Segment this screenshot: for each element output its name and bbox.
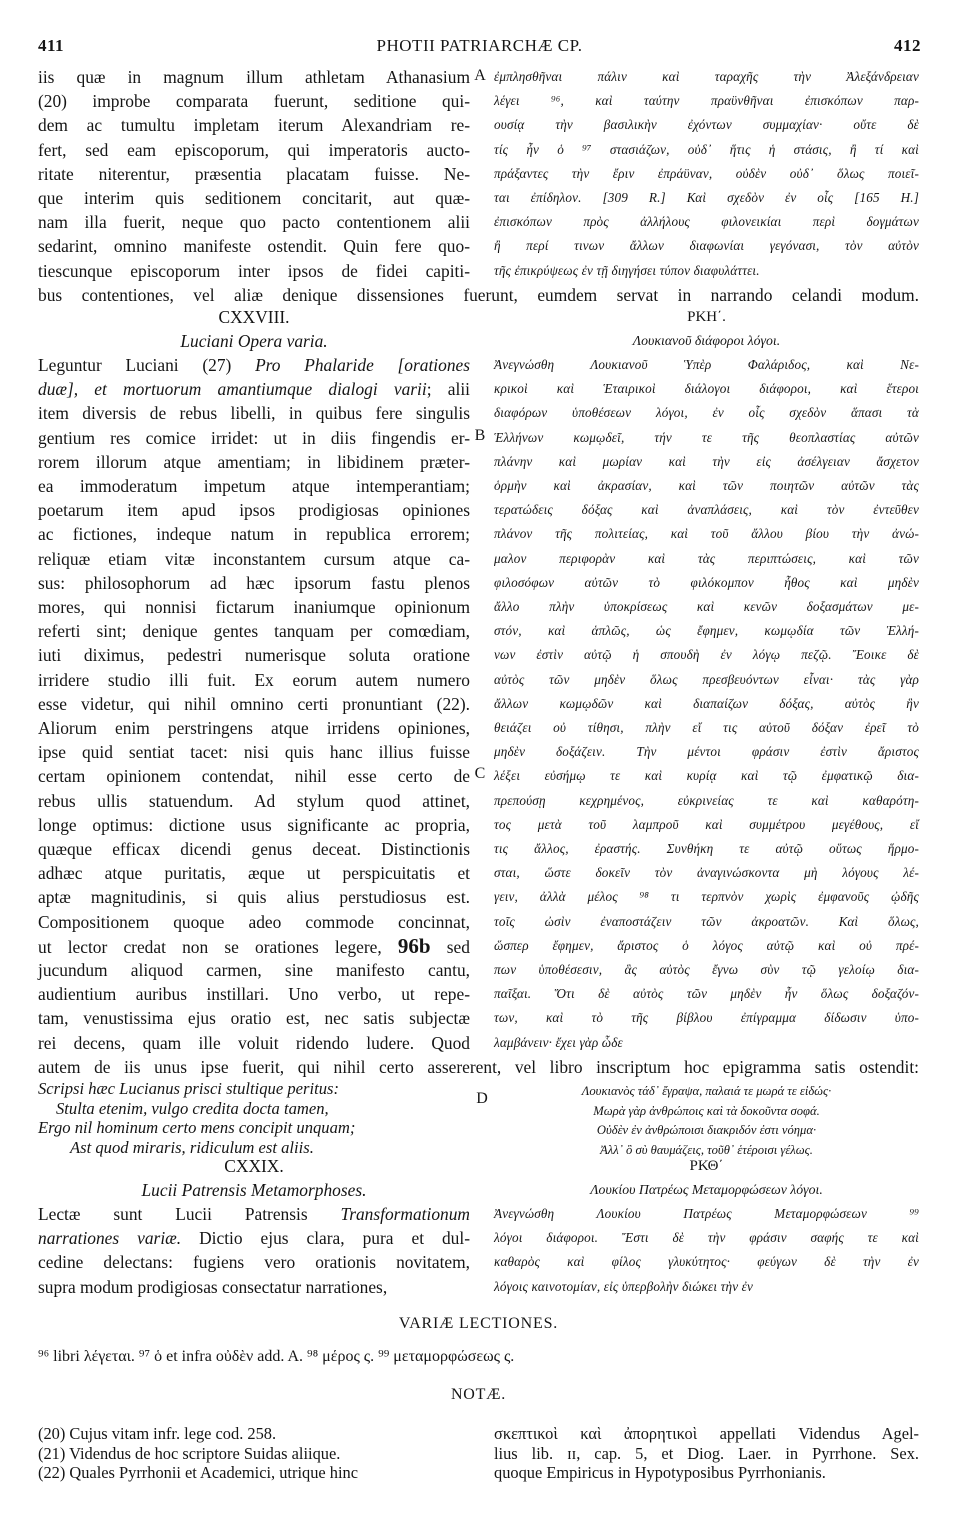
full-width-line: bus contentiones, vel aliæ denique dissensiones fuerunt, eumdem servat in narrando celandi modum. xyxy=(38,285,919,305)
latin-line: Leguntur Luciani (27) Pro Phalaride [orationes xyxy=(38,355,470,375)
latin-line: ritate niterentur, præsentia placatam fuisse. Ne- xyxy=(38,163,470,184)
greek-line: παῖξαι. Ὅτι δὲ αὐτὸς τῶν μηδὲν ἦν ὅλως δοξαζόν- xyxy=(494,986,919,1002)
section-title-latin: Lucii Patrensis Metamorphoses. xyxy=(141,1180,367,1200)
note-line-left: (20) Cujus vitam infr. lege cod. 258. xyxy=(38,1424,277,1443)
italic-span: Pro Phalaride [orationes xyxy=(255,355,470,375)
full-width-line: autem de iis unus ipse fuerit, qui nihil certo assererent, vel libro inscriptum hoc epigramma satis ostendit: xyxy=(38,1057,919,1077)
latin-line: referti sint; denique gentes tanquam per comœdiam, xyxy=(38,621,470,642)
section-number-greek: ΡΚΘ΄ xyxy=(689,1158,724,1174)
latin-line: mores, qui nonnisi fictarum inaniumque opinionum xyxy=(38,597,470,617)
variae-lectiones-title: VARIÆ LECTIONES. xyxy=(398,1315,559,1332)
greek-line: λέγει ⁹⁶, καὶ ταύτην πραϋνθῆναι ἐπισκόπων παρ- xyxy=(494,93,919,109)
latin-line: rorem illorum atque amentiam; in libidinem præter- xyxy=(38,451,470,472)
greek-line: αὐτὸς τῶν μηδὲν ὅλως πρεσβευόντων εἶναι· τὰς γὰρ xyxy=(494,671,919,687)
greek-line: ται ἐπίδηλον. [309 R.] Καὶ σχεδὸν ἐν οἷς [165 H.] xyxy=(494,190,919,205)
greek-line: ὁρμὴν καὶ ἀκρασίαν, καὶ τῶν ποιητῶν αὐτῶν τὰς xyxy=(494,478,919,493)
greek-line: μαλον περιφορὰν καὶ τὰς περιπτώσεις, καὶ τῶν xyxy=(494,550,919,566)
note-line-left: (21) Videndus de hoc scriptore Suidas aliique. xyxy=(38,1443,341,1463)
running-title: PHOTII PATRIARCHÆ CP. xyxy=(376,36,583,55)
italic-span: duæ], et mortuorum amantiumque dialogi varii xyxy=(38,379,427,400)
latin-line: ipse quid sentiat tacet: nisi quis hanc illius fuisse xyxy=(38,742,470,763)
margin-letter: A xyxy=(474,67,486,84)
greek-line: πλάνην καὶ μωρίαν καὶ τὴν εἰς ἀσέλγειαν ἄσχετον xyxy=(494,453,919,469)
latin-line: iuti diximus, pedestri numerisque soluta oratione xyxy=(38,645,470,666)
latin-line: rebus ullis statuendum. Ad stylum quod attinet, xyxy=(38,790,470,811)
greek-line: Ἀνεγνώσθη Λουκιανοῦ Ὑπὲρ Φαλάριδος, καὶ Νε- xyxy=(494,357,919,372)
epigram-line-latin: Scripsi hæc Lucianus prisci stultique peritus: xyxy=(38,1079,339,1098)
greek-line: διαφόρων ὑποθέσεων λόγοι, ἐν οἷς σχεδὸν ἅπασι τὰ xyxy=(494,405,919,421)
latin-line: adhæc atque puritatis, æque ut perspicuitatis et xyxy=(38,863,470,884)
greek-line: ὥσπερ ἔφημεν, ἄριστος ὁ λόγος αὐτῷ καὶ οὐ πρέ- xyxy=(494,937,919,953)
page-number-left: 411 xyxy=(38,36,65,55)
note-line-right: σκεπτικοὶ καὶ ἀπορητικοὶ appellati Videndus Agel- xyxy=(494,1424,919,1443)
section-number-greek: ΡΚΗ΄. xyxy=(687,309,726,325)
italic-span: narrationes variæ. xyxy=(38,1228,200,1249)
greek-line: ἐπισκόπων πρὸς ἀλλήλους φιλονεικίαι περὶ δογμάτων xyxy=(494,214,919,230)
latin-line: cedine delectans: fugiens vero orationis novitatem, xyxy=(38,1252,470,1273)
greek-line: τερατώδεις δόξας καὶ ἀναπλάσεις, καὶ τὸν ἐντεῦθεν xyxy=(494,502,919,518)
greek-line: Ἀνεγνώσθη Λουκίου Πατρέως Μεταμορφώσεων ⁹⁹ xyxy=(494,1206,919,1221)
greek-line: μηδὲν δοξάζειν. Τὴν μέντοι φράσιν ἐστὶν ἄριστος xyxy=(494,744,919,760)
greek-line: λαμβάνειν· ἔχει γὰρ ὧδε xyxy=(494,1034,623,1050)
greek-line: στόν, καὶ ἁπλῶς, ὡς ἔφημεν, κωμῳδία τῶν Ἑλλή- xyxy=(494,623,919,639)
latin-line: certam opinionem contendat, nihil esse certo de xyxy=(38,766,470,787)
latin-line: Compositionem quoque adeo commode concinnat, xyxy=(38,911,470,932)
latin-line: duæ], et mortuorum amantiumque dialogi varii; alii xyxy=(38,379,470,400)
latin-line: quæque efficax dicendi genus deceat. Distinctionis xyxy=(38,839,470,859)
note-line-left: (22) Quales Pyrrhonii et Academici, utrique hinc xyxy=(38,1463,358,1482)
section-number-latin: CXXIX. xyxy=(224,1156,284,1176)
margin-letter: B xyxy=(474,427,486,444)
epigram-line-greek: Οὐδὲν ἐν ἀνθρώποισι διακριδόν ἐστι νόημα· xyxy=(596,1123,817,1137)
epigram-line-greek: Λουκιανὸς τάδ᾽ ἔγραψα, παλαιά τε μωρά τε εἰδώς· xyxy=(581,1084,832,1098)
epigram-line-greek: Ἀλλ᾽ ὃ σὺ θαυμάζεις, τοῦθ᾽ ἑτέροισι γέλως. xyxy=(600,1142,813,1157)
latin-line: ea immoderatum impetum atque intemperantiam; xyxy=(38,476,470,496)
latin-line: sus: philosophorum ad hæc ipsorum fastu plenos xyxy=(38,572,470,593)
latin-line: ac fictiones, indeque natum in republica errorem; xyxy=(38,524,470,545)
greek-line: σται, ὥστε δοκεῖν τὸν ἀναγινώσκοντα μὴ λόγους λέ- xyxy=(494,865,919,881)
greek-line: πρεπούσῃ κεχρημένος, εὐκρινείας τε καὶ καθαρότη- xyxy=(494,792,919,808)
epigram-line-latin: Ast quod miraris, ridiculum est aliis. xyxy=(70,1137,314,1157)
greek-line: ἢ περί τινων ἄλλων διαφωνίαι γεγόνασι, τὸν αὐτὸν xyxy=(494,238,919,254)
latin-line: sedarint, omnino manifeste ostendit. Quin fere quo- xyxy=(38,236,470,257)
note-line-right: lius lib. ɪɪ, cap. 5, et Diog. Laer. in Pyrrhone. Sex. xyxy=(494,1443,919,1463)
greek-line: φιλοσόφων αὐτῶν τὸ φιλόκομπον ἦθος καὶ μηδὲν xyxy=(494,574,919,590)
greek-line: πράξαντες τὴν ἔριν ἐπράϋναν, οὐδὲν οὐδ᾽ ὅλως ποιεῖ- xyxy=(494,165,919,181)
latin-line: fert, sed eam episcoporum, qui imperatoris aucto- xyxy=(38,139,470,160)
greek-line: θειάζει οὐ τίθησι, πλὴν εἴ τις αὐτοῦ δόξαν ἐρεῖ τὸ xyxy=(494,720,919,735)
greek-line: των, καὶ τὸ τῆς βίβλου ἐπίγραμμα δίδωσιν ὑπο- xyxy=(494,1010,919,1026)
notae-title: NOTÆ. xyxy=(450,1386,507,1403)
greek-line: ἐμπλησθῆναι πάλιν καὶ ταραχῆς τὴν Ἀλεξάνδρειαν xyxy=(494,69,919,84)
latin-line: supra modum prodigiosas consectatur narrationes, xyxy=(38,1276,388,1297)
greek-line: λόγοις καινοτομίαν, εἰς ὑπερβολὴν διώκει τὴν ἐν xyxy=(494,1278,753,1294)
variae-lectiones-text: ⁹⁶ libri λέγεται. ⁹⁷ ὁ et infra οὐδὲν add. A. ⁹⁸ μέρος ς. ⁹⁹ μεταμορφώσεως ς. xyxy=(38,1348,515,1365)
latin-line: nam illa fuerit, neque quo pacto contentionem alii xyxy=(38,212,470,233)
latin-line: Aliorum enim perstringens atque irridens opiniones, xyxy=(38,718,470,738)
epigram-line-latin: Ergo nil hominum certo mens concipit unquam; xyxy=(38,1118,356,1137)
latin-line: esse videtur, qui nihil omnino certi pronuntiant (22). xyxy=(38,693,470,714)
greek-line: ἄλλο πλὴν ὑποκρίσεως καὶ κενῶν δοξασμάτων με- xyxy=(494,599,919,614)
latin-line-end: sed xyxy=(446,936,470,957)
greek-line: τῆς ἐπικρύψεως ἐν τῇ διηγήσει τύπον διαφυλάττει. xyxy=(494,262,760,278)
latin-line: Lectæ sunt Lucii Patrensis Transformationum xyxy=(38,1204,470,1224)
latin-line: rei decens, quam ille voluit ridendo ludere. Quod xyxy=(38,1032,470,1053)
latin-line: tiescunque episcoporum inter ipsos de fidei capiti- xyxy=(38,260,470,281)
note-line-right: quoque Empiricus in Hypotyposibus Pyrrhonianis. xyxy=(494,1463,826,1482)
latin-line: poetarum item apud ipsos prodigiosas opiniones xyxy=(38,500,470,521)
greek-line: ουσίᾳ τὴν βασιλικὴν ἐχόντων συμμαχίαν· οὔτε δὲ xyxy=(494,117,919,133)
greek-line: τίς ἦν ὁ ⁹⁷ στασιάζων, οὐδ᾽ ἥτις ἡ στάσις, ἢ τί καὶ xyxy=(494,141,919,157)
latin-line: tam, venustissima ejus oratio est, nec satis subjectæ xyxy=(38,1008,470,1029)
greek-line: νων ἐστὶν αὐτῷ ἡ σπουδὴ ἐν λόγῳ πεζῷ. Ἔοικε δὲ xyxy=(494,647,919,663)
greek-line: λόγοι διάφοροι. Ἔστι δὲ τὴν φράσιν σαφής τε καὶ xyxy=(494,1230,919,1246)
margin-letter: C xyxy=(474,765,486,782)
greek-line: Ἑλλήνων κωμῳδεῖ, τήν τε τῆς θεοπλαστίας αὐτῶν xyxy=(494,429,919,445)
latin-line-text: ut lector credat non se orationes legere, xyxy=(38,936,382,957)
page-number-right: 412 xyxy=(894,36,921,55)
epigram-line-latin: Stulta etenim, vulgo credita docta tamen, xyxy=(56,1098,329,1118)
epigram-line-greek: Μωρὰ γὰρ ἀνθρώποις καὶ τὰ δοκοῦντα σοφά. xyxy=(593,1103,820,1118)
italic-span: Transformationum xyxy=(340,1204,470,1224)
latin-line: reliquæ etiam vitæ inconstantem cursum atque ca- xyxy=(38,548,470,569)
latin-line: irridere studio illi fuit. Ex eorum autem numero xyxy=(38,669,470,690)
greek-line: κρικοὶ καὶ Ἑταιρικοὶ διάλογοι διάφοροι, καὶ ἕτεροι xyxy=(494,381,919,397)
greek-line: πλάνον τῆς πολιτείας, καὶ τοῦ ἄλλου βίου τὴν ἀνώ- xyxy=(494,526,919,542)
greek-line: ἄλλων κωμῳδῶν καὶ διαπαίζων δόξας, αὐτὸς ἣν xyxy=(494,695,919,711)
greek-line: τις ἄλλος, ἐραστής. Συνθήκη τε αὐτῷ οὕτως ἥρμο- xyxy=(494,841,919,856)
section-title-latin: Luciani Opera varia. xyxy=(180,331,328,351)
latin-line: longe optimus: dictione usus significante ac propria, xyxy=(38,814,470,835)
section-title-greek: Λουκίου Πατρέως Μεταμορφώσεων λόγοι. xyxy=(590,1182,823,1197)
latin-line xyxy=(38,934,470,959)
greek-line: γειν, ἀλλὰ μέλος ⁹⁸ τι τερπνὸν χωρὶς ἐμφανοῦς ᾠδῆς xyxy=(494,889,919,905)
latin-line: (20) improbe comparata fuerunt, seditione qui- xyxy=(38,91,470,112)
latin-line: narrationes variæ. Dictio ejus clara, pura et dul- xyxy=(38,1228,471,1249)
section-title-greek: Λουκιανοῦ διάφοροι λόγοι. xyxy=(632,333,781,348)
latin-line: jucundum aliquod carmen, sine manifesto cantu, xyxy=(38,960,470,980)
greek-line: τος μετὰ τοῦ λαμπροῦ καὶ συμμέτρου μεγέθους, εἴ xyxy=(494,816,919,832)
latin-line: iis quæ in magnum illum athletam Athanasium xyxy=(38,67,470,87)
greek-line: λέξει εὐσήμῳ τε καὶ κυρίᾳ καὶ τῷ ἐμφατικῷ δια- xyxy=(494,768,919,784)
latin-line: dem ac tumultu impletam iterum Alexandriam re- xyxy=(38,115,470,136)
folio-mark: 96b xyxy=(397,933,431,958)
latin-line: que interim quis seditionem concitarit, aut quæ- xyxy=(38,188,470,208)
greek-line: πων ὑποθέσεσιν, ἃς αὐτὸς ἔγνω σὺν τῷ γελοίῳ δια- xyxy=(494,962,919,977)
latin-line: item diversis de rebus libelli, in quibus fere singulis xyxy=(38,403,470,424)
section-number-latin: CXXVIII. xyxy=(218,307,290,327)
margin-letter: D xyxy=(476,1090,488,1107)
greek-line: τοῖς ὠσὶν ἐναποστάζειν τῶν ἀκροατῶν. Καὶ ὅλως, xyxy=(494,913,919,929)
greek-line: καθαρὸς καὶ φίλος γλυκύτητος· φεύγων δὲ τὴν ἐν xyxy=(494,1254,919,1270)
latin-line: audientium auribus instillari. Uno verbo, ut repe- xyxy=(38,984,470,1005)
running-header xyxy=(38,36,921,58)
latin-line: aptæ magnitudinis, si quis alius perstudiosus est. xyxy=(38,887,470,908)
latin-line: gentium res comice irridet: ut in diis fingendis er- xyxy=(38,427,470,448)
